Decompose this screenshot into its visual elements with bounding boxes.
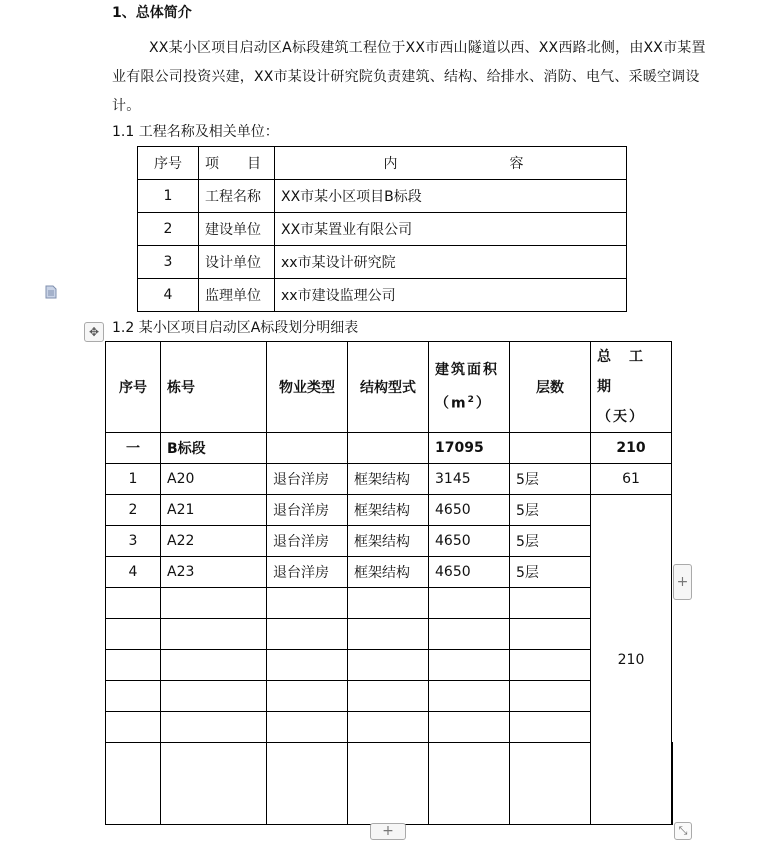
table-resize-icon[interactable]: ⤡ <box>674 822 692 840</box>
table-cell: 框架结构 <box>348 557 429 588</box>
add-column-button[interactable]: + <box>673 564 692 600</box>
table-cell: A22 <box>161 526 267 557</box>
table-cell: A23 <box>161 557 267 588</box>
table-cell: 61 <box>591 464 672 495</box>
table-move-icon[interactable]: ✥ <box>84 322 104 342</box>
table-cell: A20 <box>161 464 267 495</box>
table-cell: 退台洋房 <box>267 464 348 495</box>
table-cell: 3 <box>138 246 199 279</box>
table-cell: 5层 <box>510 464 591 495</box>
table-cell: xx市建设监理公司 <box>275 279 627 312</box>
period-header-label: 总 工 期 <box>597 349 661 395</box>
table-cell: 工程名称 <box>199 180 275 213</box>
table-cell: 建设单位 <box>199 213 275 246</box>
table-header-row <box>138 147 627 180</box>
table-cell: 3 <box>106 526 161 557</box>
table-cell: 17095 <box>429 433 510 464</box>
intro-paragraph: XX某小区项目启动区A标段建筑工程位于XX市西山隧道以西、XX西路北侧，由XX市某置业有限公司投资兴建，XX市某设计研究院负责建筑、结构、给排水、消防、电气、采暖空调设计。 <box>112 40 706 114</box>
table-cell: 退台洋房 <box>267 557 348 588</box>
empty-row <box>106 681 673 712</box>
table-row <box>106 464 673 495</box>
table-cell: 3145 <box>429 464 510 495</box>
header-cell-period <box>591 342 672 433</box>
header-cell: 栋号 <box>161 342 267 433</box>
table-cell: 210 <box>591 433 672 464</box>
empty-row <box>106 650 673 681</box>
table-row <box>106 495 673 526</box>
empty-row <box>106 588 673 619</box>
table-cell: 框架结构 <box>348 526 429 557</box>
table-cell: 4650 <box>429 526 510 557</box>
area-header-label: 建筑面积 <box>435 362 499 379</box>
header-cell: 物业类型 <box>267 342 348 433</box>
add-row-button[interactable]: + <box>370 823 406 840</box>
header-cell: 层数 <box>510 342 591 433</box>
project-info-table <box>137 146 627 312</box>
table-cell: 1 <box>106 464 161 495</box>
header-cell: 序号 <box>106 342 161 433</box>
table-cell: B标段 <box>161 433 267 464</box>
table-cell: 框架结构 <box>348 495 429 526</box>
table-cell: 5层 <box>510 557 591 588</box>
table-cell: 退台洋房 <box>267 495 348 526</box>
empty-row <box>106 619 673 650</box>
table-cell: 退台洋房 <box>267 526 348 557</box>
summary-row <box>106 433 673 464</box>
table-cell: 5层 <box>510 495 591 526</box>
table-header-row <box>106 342 673 433</box>
table-cell: 监理单位 <box>199 279 275 312</box>
section2-title: 1.2 某小区项目启动区A标段划分明细表 <box>112 320 359 336</box>
division-detail-table <box>105 341 673 825</box>
table-row <box>138 180 627 213</box>
table-cell: 2 <box>106 495 161 526</box>
table-cell: XX市某小区项目B标段 <box>275 180 627 213</box>
table-row <box>138 246 627 279</box>
table-cell: XX市某置业有限公司 <box>275 213 627 246</box>
table-cell: xx市某设计研究院 <box>275 246 627 279</box>
section1-title: 1.1 工程名称及相关单位： <box>112 124 279 140</box>
empty-row <box>106 743 673 825</box>
table-cell <box>348 433 429 464</box>
table-cell <box>267 433 348 464</box>
table-cell: 5层 <box>510 526 591 557</box>
table-cell: 设计单位 <box>199 246 275 279</box>
table-row <box>138 213 627 246</box>
header-cell: 结构型式 <box>348 342 429 433</box>
table-cell: 1 <box>138 180 199 213</box>
merged-period-cell: 210 <box>591 495 672 825</box>
table-cell: 一 <box>106 433 161 464</box>
period-header-unit: （天） <box>597 409 645 425</box>
document-icon[interactable] <box>44 285 58 299</box>
area-header-unit: $(m^2)$ <box>435 395 492 412</box>
table-cell: 框架结构 <box>348 464 429 495</box>
table-cell <box>510 433 591 464</box>
table-cell: A21 <box>161 495 267 526</box>
table-cell: 4 <box>106 557 161 588</box>
section-heading: 1、总体简介 <box>112 5 192 21</box>
header-cell-area <box>429 342 510 433</box>
table-cell: 4 <box>138 279 199 312</box>
empty-row <box>106 712 673 743</box>
table-cell: 4650 <box>429 557 510 588</box>
header-cell: 序号 <box>138 147 199 180</box>
header-cell: 内 容 <box>275 147 627 180</box>
header-cell: 项 目 <box>199 147 275 180</box>
table-cell: 4650 <box>429 495 510 526</box>
table-row <box>106 526 673 557</box>
table-cell: 2 <box>138 213 199 246</box>
table-row <box>106 557 673 588</box>
table-row <box>138 279 627 312</box>
